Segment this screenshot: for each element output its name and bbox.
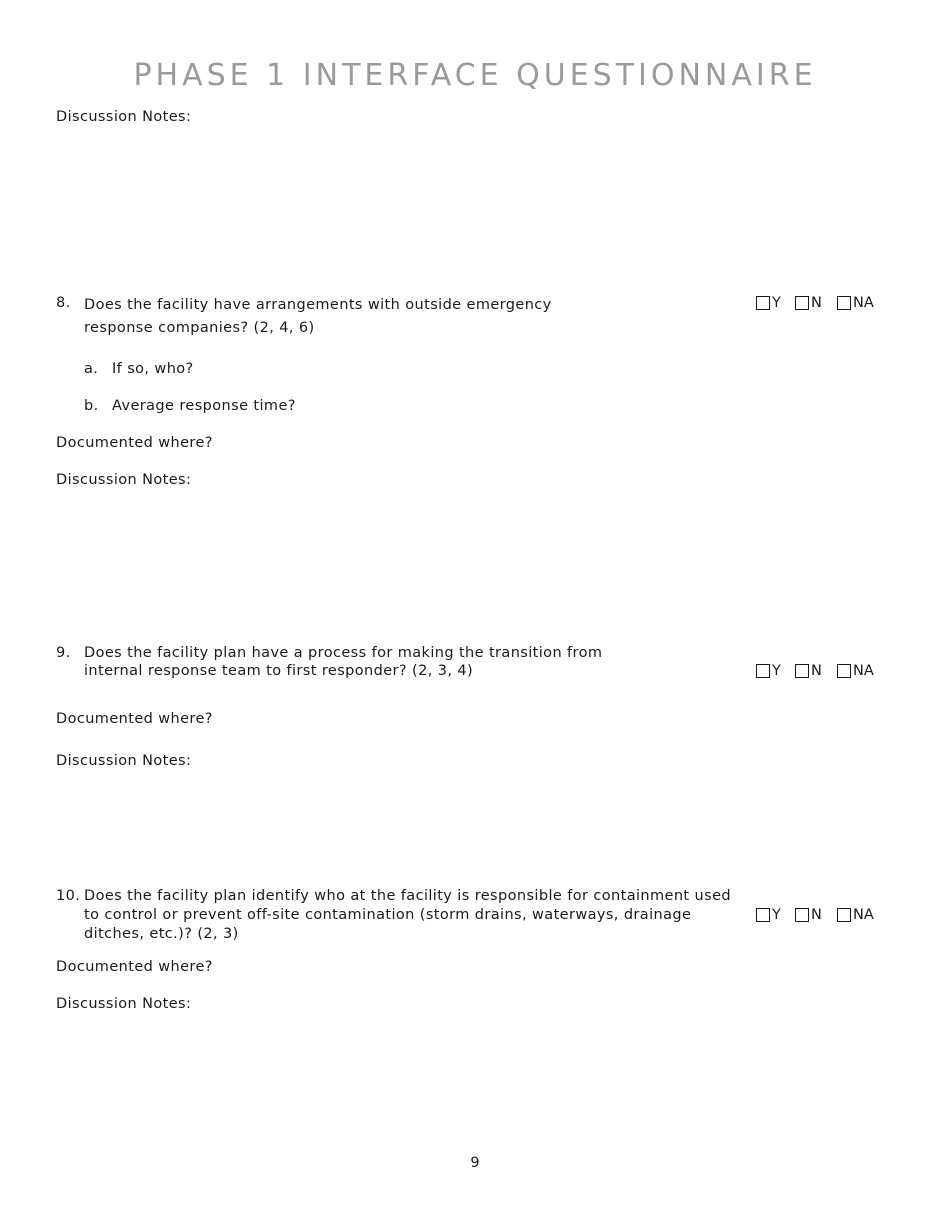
- sub-item-text: If so, who?: [112, 361, 194, 377]
- question-text: [84, 887, 744, 944]
- question-number: 8.: [56, 295, 71, 311]
- documented-where-label: Documented where?: [56, 435, 213, 451]
- option-label: N: [811, 907, 822, 923]
- option-label: NA: [853, 663, 874, 679]
- na-checkbox[interactable]: [837, 908, 851, 922]
- option-label: Y: [772, 295, 781, 311]
- question-number: 9.: [56, 645, 71, 661]
- sub-item-letter: b.: [84, 398, 99, 414]
- documented-where-label: Documented where?: [56, 959, 213, 975]
- page-title: PHASE 1 INTERFACE QUESTIONNAIRE: [133, 58, 817, 93]
- option-label: Y: [772, 907, 781, 923]
- sub-item-text: Average response time?: [112, 398, 296, 414]
- sub-item-letter: a.: [84, 361, 99, 377]
- option-label: NA: [853, 907, 874, 923]
- no-checkbox[interactable]: [795, 908, 809, 922]
- no-checkbox[interactable]: [795, 664, 809, 678]
- option-label: NA: [853, 295, 874, 311]
- discussion-notes-label: Discussion Notes:: [56, 109, 192, 125]
- question-text-line: response companies? (2, 4, 6): [84, 320, 315, 336]
- yes-checkbox[interactable]: [756, 296, 770, 310]
- question-text: [84, 294, 744, 340]
- option-label: N: [811, 295, 822, 311]
- na-checkbox[interactable]: [837, 296, 851, 310]
- question-text: [84, 644, 744, 680]
- question-text-line: Does the facility have arrangements with outside emergency: [84, 297, 552, 313]
- discussion-notes-label: Discussion Notes:: [56, 996, 192, 1012]
- question-text-line: Does the facility plan have a process for making the transition from: [84, 645, 603, 661]
- na-checkbox[interactable]: [837, 664, 851, 678]
- option-label: Y: [772, 663, 781, 679]
- question-text-line: Does the facility plan identify who at the facility is responsible for containment used: [84, 888, 731, 904]
- documented-where-label: Documented where?: [56, 711, 213, 727]
- question-text-line: ditches, etc.)? (2, 3): [84, 926, 239, 942]
- option-label: N: [811, 663, 822, 679]
- discussion-notes-label: Discussion Notes:: [56, 753, 192, 769]
- page-number: 9: [470, 1155, 480, 1171]
- yes-checkbox[interactable]: [756, 664, 770, 678]
- question-text-line: to control or prevent off-site contamination (storm drains, waterways, drainage: [84, 907, 692, 923]
- no-checkbox[interactable]: [795, 296, 809, 310]
- question-number: 10.: [56, 888, 81, 904]
- discussion-notes-label: Discussion Notes:: [56, 472, 192, 488]
- yes-checkbox[interactable]: [756, 908, 770, 922]
- question-text-line: internal response team to first responder? (2, 3, 4): [84, 663, 474, 679]
